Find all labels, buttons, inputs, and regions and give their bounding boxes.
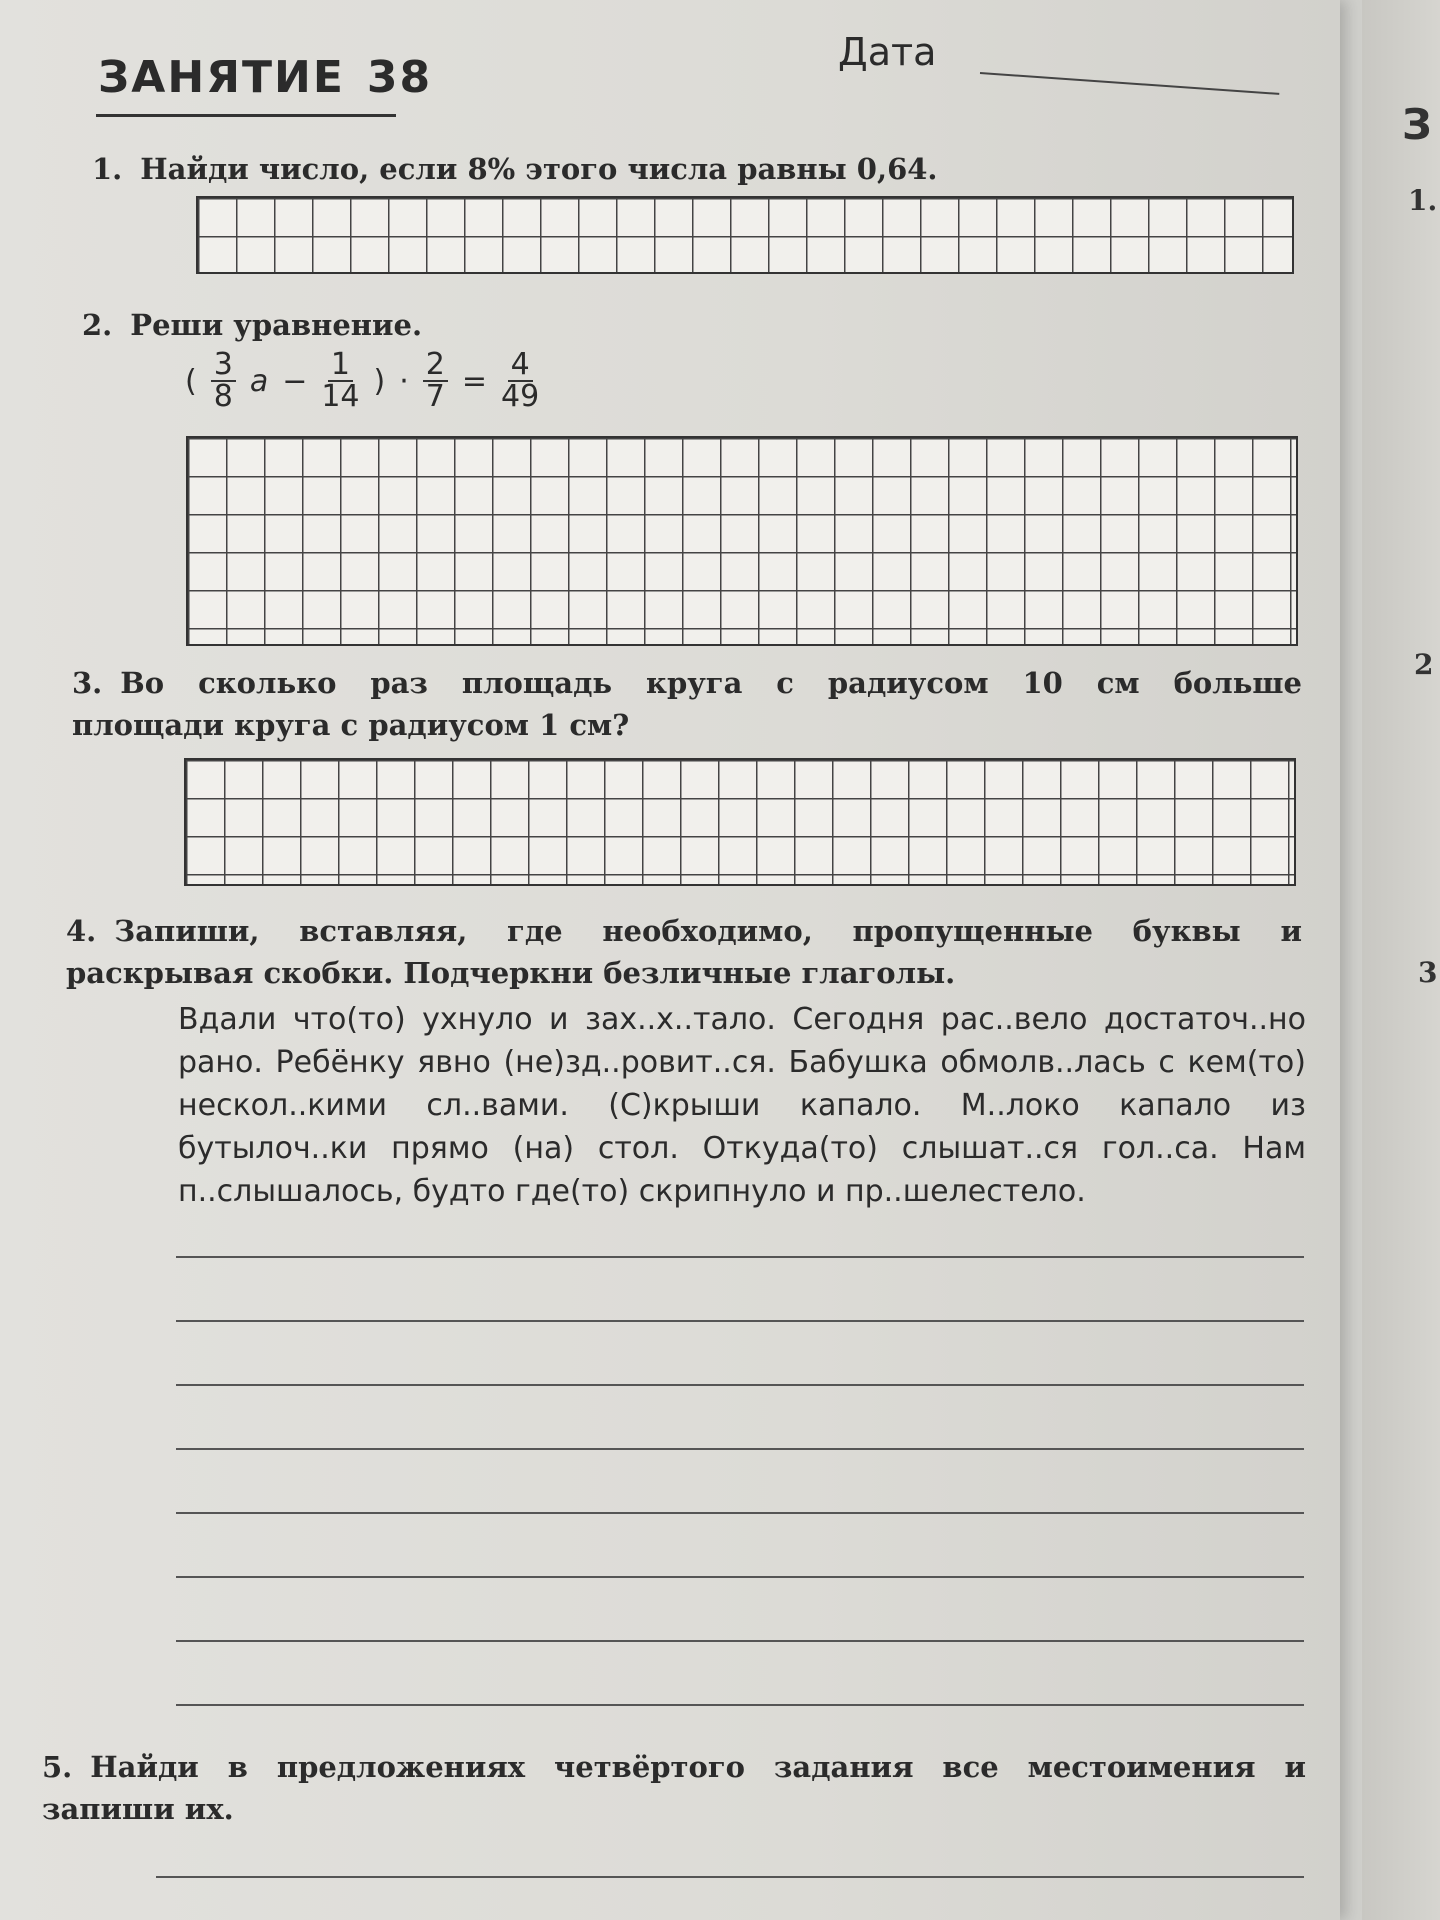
task-1 — [92, 148, 938, 190]
fraction-3-8 — [211, 347, 236, 414]
date-input-line[interactable] — [980, 72, 1279, 95]
task-5 — [42, 1746, 1306, 1830]
title-underline — [96, 114, 396, 117]
lesson-title — [98, 52, 432, 103]
writing-line[interactable] — [176, 1512, 1304, 1514]
task-text-line-2: запиши их. — [42, 1792, 234, 1826]
multiply-sign: · — [399, 363, 409, 399]
equation — [185, 347, 540, 414]
denominator: 7 — [425, 379, 445, 414]
writing-line[interactable] — [176, 1576, 1304, 1578]
adjacent-task-fragment: 1. — [1408, 184, 1438, 217]
task-text-line-1: Найди в предложениях четвёртого задания все местоимения и — [90, 1750, 1306, 1784]
writing-line[interactable] — [176, 1384, 1304, 1386]
writing-line[interactable] — [156, 1876, 1304, 1878]
task-3 — [72, 662, 1302, 746]
fraction-1-14 — [321, 347, 360, 414]
date-label: Дата — [838, 30, 937, 74]
task-number: 3. — [72, 666, 103, 700]
lesson-number: 38 — [366, 52, 433, 103]
task-text-line-1: Запиши, вставляя, где необходимо, пропущенные буквы и — [114, 914, 1302, 948]
denominator: 49 — [501, 379, 540, 414]
paren-close: ) — [373, 363, 386, 399]
adjacent-task-fragment: 2 — [1414, 648, 1434, 681]
task-number: 2. — [82, 308, 113, 342]
writing-line[interactable] — [176, 1320, 1304, 1322]
numerator: 1 — [328, 350, 353, 382]
fraction-2-7 — [423, 347, 448, 414]
paren-open: ( — [185, 363, 197, 399]
lesson-title-word: ЗАНЯТИЕ — [98, 52, 345, 103]
adjacent-task-fragment: 3 — [1418, 956, 1438, 989]
task-text-line-1: Во сколько раз площадь круга с радиусом 10 см больше — [120, 666, 1302, 700]
numerator: 3 — [211, 350, 236, 382]
task-number: 4. — [66, 914, 97, 948]
writing-line[interactable] — [176, 1640, 1304, 1642]
variable: a — [249, 363, 269, 399]
numerator: 4 — [508, 350, 533, 382]
fraction-4-49 — [501, 347, 540, 414]
numerator: 2 — [423, 350, 448, 382]
task-number: 1. — [92, 152, 123, 186]
adjacent-page — [1362, 0, 1440, 1920]
adjacent-title-fragment: З — [1402, 100, 1432, 149]
task-2 — [82, 304, 422, 346]
equals-sign: = — [461, 363, 488, 399]
task-number: 5. — [42, 1750, 73, 1784]
denominator: 8 — [213, 379, 233, 414]
writing-line[interactable] — [176, 1256, 1304, 1258]
task-text: Найди число, если 8% этого числа равны 0,64. — [140, 152, 938, 186]
task-text-line-2: раскрывая скобки. Подчеркни безличные глаголы. — [66, 956, 956, 990]
answer-grid-3[interactable] — [184, 758, 1296, 886]
writing-line[interactable] — [176, 1448, 1304, 1450]
answer-grid-2[interactable] — [186, 436, 1298, 646]
writing-line[interactable] — [176, 1704, 1304, 1706]
minus-sign: − — [282, 363, 308, 399]
answer-grid-1[interactable] — [196, 196, 1294, 274]
exercise-text: Вдали что(то) ухнуло и зах..х..тало. Сегодня рас..вело достаточ..но рано. Ребёнку явно (не)зд..ровит..ся. Бабушка обмолв..лась с кем(то) нескол..кими сл..вами. (С)крыши капало. М..локо капало из бутылоч..ки прямо (на) стол. Откуда(то) слышат..ся гол..са. Нам п..слышалось, будто где(то) скрипнуло и пр..шелестело. — [178, 1002, 1306, 1209]
task-text-line-2: площади круга с радиусом 1 см? — [72, 708, 630, 742]
task-text: Реши уравнение. — [130, 308, 423, 342]
task-4 — [66, 910, 1302, 994]
denominator: 14 — [321, 379, 360, 414]
